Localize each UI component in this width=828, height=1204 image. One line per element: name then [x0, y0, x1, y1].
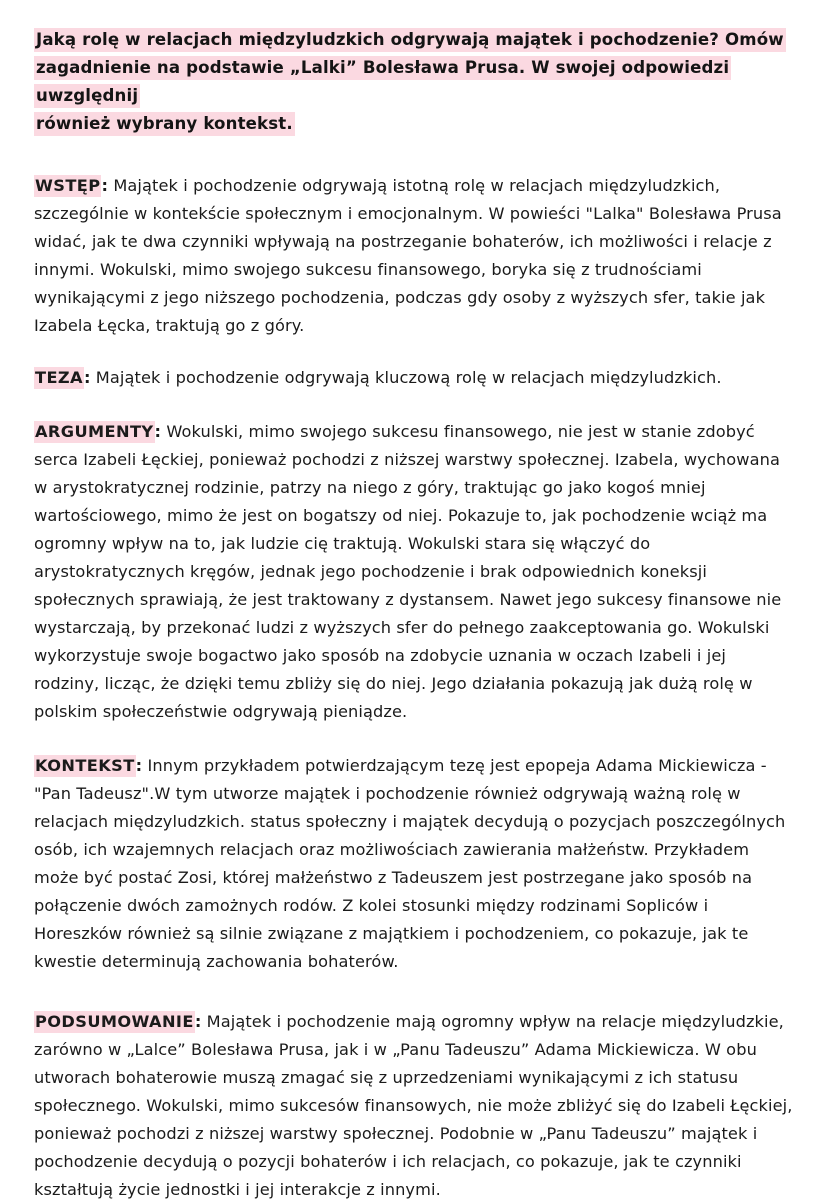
essay-prompt-line-1: Jaką rolę w relacjach międzyludzkich odgrywają majątek i pochodzenie? Omów: [34, 28, 786, 52]
section-argumenty: [34, 418, 794, 726]
section-separator-wstep: :: [101, 176, 109, 195]
section-keyword-argumenty: ARGUMENTY: [35, 422, 154, 441]
section-body-teza: Majątek i pochodzenie odgrywają kluczową rolę w relacjach międzyludzkich.: [95, 368, 722, 387]
section-separator-argumenty: :: [154, 422, 162, 441]
section-separator-podsumowanie: :: [194, 1012, 202, 1031]
section-podsumowanie: [34, 1008, 794, 1204]
section-teza: [34, 364, 794, 392]
essay-prompt-line-2: zagadnienie na podstawie „Lalki” Bolesława Prusa. W swojej odpowiedzi uwzględnij: [34, 56, 731, 108]
section-separator-kontekst: :: [135, 756, 143, 775]
section-keyword-teza: TEZA: [35, 368, 83, 387]
section-keyword-kontekst: KONTEKST: [35, 756, 135, 775]
essay-prompt-line-3: również wybrany kontekst.: [34, 112, 295, 136]
section-keyword-podsumowanie: PODSUMOWANIE: [35, 1012, 194, 1031]
section-body-podsumowanie: Majątek i pochodzenie mają ogromny wpływ na relacje międzyludzkie, zarówno w „Lalce” Bolesława Prusa, jak i w „Panu Tadeuszu” Adama Mickiewicza. W obu utworach bohaterowie muszą zmagać się z uprzedzeniami wynikającymi z ich statusu społecznego. Wokulski, mimo sukcesów finansowych, nie może zbliżyć się do Izabeli Łęckiej, ponieważ pochodzi z niższej warstwy społecznej. Podobnie w „Panu Tadeuszu” majątek i pochodzenie decydują o pozycji bohaterów i ich relacjach, co pokazuje, jak te czynniki kształtują życie jednostki i jej interakcje z innymi.: [34, 1012, 793, 1199]
section-wstep: [34, 172, 794, 340]
section-body-wstep: Majątek i pochodzenie odgrywają istotną rolę w relacjach międzyludzkich, szczególnie w kontekście społecznym i emocjonalnym. W powieści "Lalka" Bolesława Prusa widać, jak te dwa czynniki wpływają na postrzeganie bohaterów, ich możliwości i relacje z innymi. Wokulski, mimo swojego sukcesu finansowego, boryka się z trudnościami wynikającymi z jego niższego pochodzenia, podczas gdy osoby z wyższych sfer, takie jak Izabela Łęcka, traktują go z góry.: [34, 176, 782, 335]
section-separator-teza: :: [83, 368, 91, 387]
section-body-kontekst: Innym przykładem potwierdzającym tezę jest epopeja Adama Mickiewicza - "Pan Tadeusz".W tym utworze majątek i pochodzenie również odgrywają ważną rolę w relacjach międzyludzkich. status społeczny i majątek decydują o pozycjach poszczególnych osób, ich wzajemnych relacjach oraz możliwościach zawierania małżeństw. Przykładem może być postać Zosi, której małżeństwo z Tadeuszem jest postrzegane jako sposób na połączenie dwóch zamożnych rodów. Z kolei stosunki między rodzinami Sopliców i Horeszków również są silnie związane z majątkiem i pochodzeniem, co pokazuje, jak te kwestie determinują zachowania bohaterów.: [34, 756, 786, 971]
essay-prompt: [34, 26, 794, 138]
section-body-argumenty: Wokulski, mimo swojego sukcesu finansowego, nie jest w stanie zdobyć serca Izabeli Łęckiej, ponieważ pochodzi z niższej warstwy społecznej. Izabela, wychowana w arystokratycznej rodzinie, patrzy na niego z góry, traktując go jako kogoś mniej wartościowego, mimo że jest on bogatszy od niej. Pokazuje to, jak pochodzenie wciąż ma ogromny wpływ na to, jak ludzie cię traktują. Wokulski stara się włączyć do arystokratycznych kręgów, jednak jego pochodzenie i brak odpowiednich koneksji społecznych sprawiają, że jest traktowany z dystansem. Nawet jego sukcesy finansowe nie wystarczają, by przekonać ludzi z wyższych sfer do pełnego zaakceptowania go. Wokulski wykorzystuje swoje bogactwo jako sposób na zdobycie uznania w oczach Izabeli i jej rodziny, licząc, że dzięki temu zbliży się do niej. Jego działania pokazują jak dużą rolę w polskim społeczeństwie odgrywają pieniądze.: [34, 422, 782, 721]
section-kontekst: [34, 752, 794, 976]
section-keyword-wstep: WSTĘP: [35, 176, 101, 195]
